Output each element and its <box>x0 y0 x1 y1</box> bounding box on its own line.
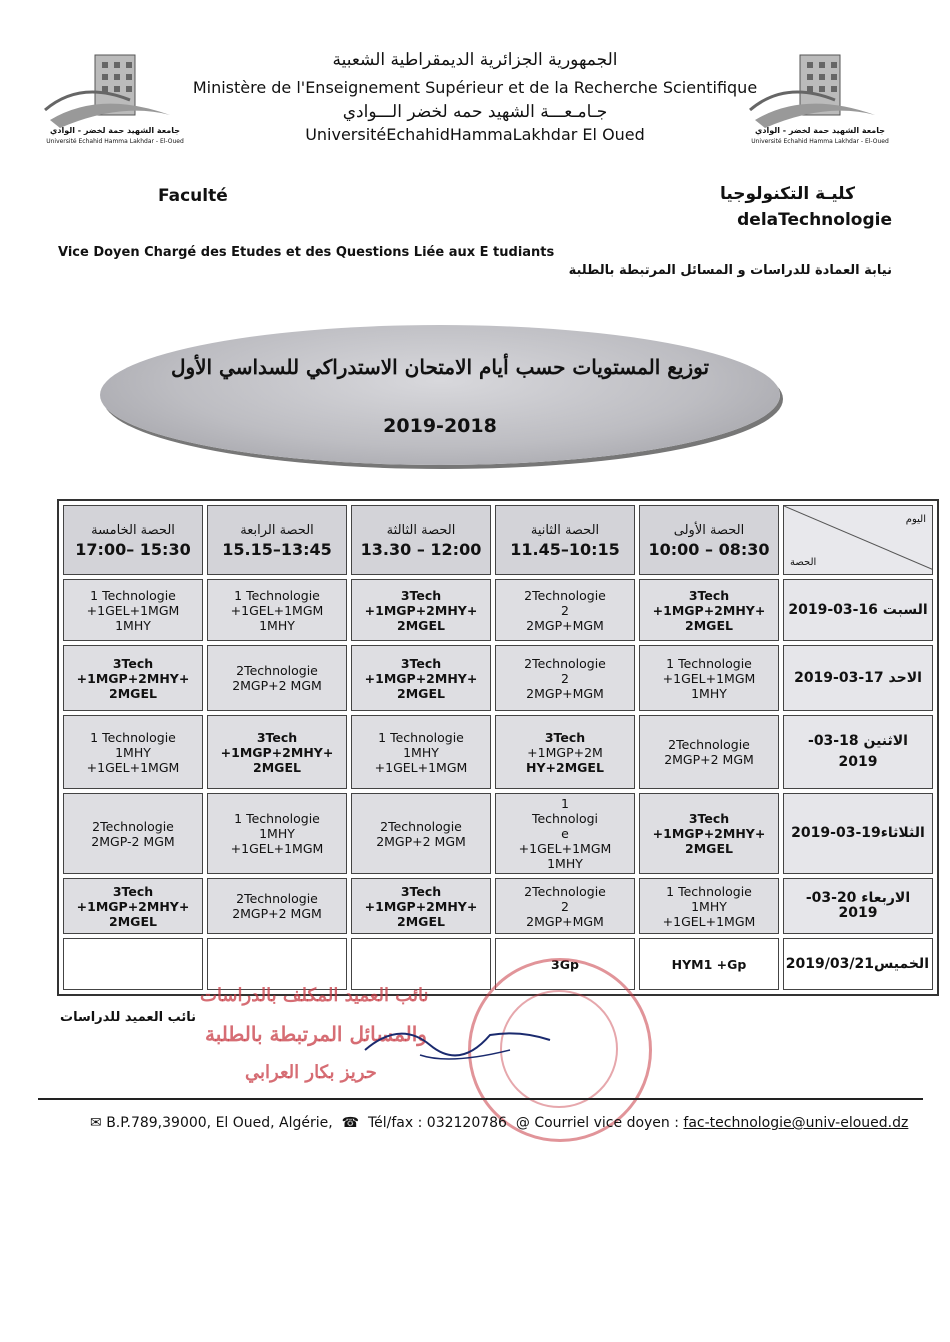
exam-cell-line: 2Technologie <box>668 737 750 752</box>
table-row <box>63 645 933 711</box>
exam-cell-line: HYM1 +Gp <box>671 956 747 972</box>
vice-dean-fr: Vice Doyen Chargé des Etudes et des Questions Liée aux E tudiants <box>58 245 555 260</box>
vice-dean-ar: نيابة العمادة للدراسات و المسائل المرتبطة بالطلبة <box>568 263 892 278</box>
exam-cell <box>207 579 347 641</box>
exam-cell <box>639 793 779 874</box>
exam-cell-line: 1 Technologie <box>90 587 176 603</box>
exam-cell-line: 1 Technologie <box>666 655 752 671</box>
session-time: 10:00 – 08:30 <box>648 540 770 559</box>
day-cell <box>783 645 933 711</box>
exam-cell-line: +1MGP+2MHY+ <box>652 826 766 841</box>
exam-cell <box>207 938 347 990</box>
exam-cell-line: 2 <box>561 602 569 618</box>
exam-cell-line: 2MGP+2 MGM <box>376 833 466 849</box>
exam-cell-line: 2MGEL <box>685 617 733 633</box>
university-name-ar: جـامـعـــة الشهيد حمه لخضر الـــوادي <box>342 102 608 122</box>
exam-cell-line: 2MGP-2 MGM <box>91 833 175 849</box>
day-label: الاربعاء 20-03-2019 <box>805 890 911 921</box>
exam-cell-line: 2 <box>561 898 569 914</box>
exam-cell-line: +1MGP+2M <box>527 744 603 760</box>
exam-cell-line: 2MGEL <box>397 685 445 701</box>
exam-cell-line: +1MGP+2MHY+ <box>76 670 190 686</box>
exam-cell <box>351 579 491 641</box>
session-header-2 <box>495 505 635 575</box>
day-cell <box>783 938 933 990</box>
exam-cell-line: e <box>561 826 569 841</box>
exam-cell <box>63 715 203 789</box>
table-corner <box>783 505 933 575</box>
exam-cell-line: 1 Technologie <box>234 587 320 603</box>
exam-cell <box>495 878 635 934</box>
document-title: توزيع المستويات حسب أيام الامتحان الاستدراكي للسداسي الأول <box>170 355 710 379</box>
exam-cell-line: 1MHY +1GEL+1MGM <box>662 898 756 929</box>
exam-schedule-table <box>57 499 939 996</box>
exam-cell-line: 2MGEL <box>685 841 733 856</box>
day-label: الاحد 17-03-2019 <box>794 669 922 686</box>
university-name-fr: UniversitéEchahidHammaLakhdar El Oued <box>305 125 645 144</box>
exam-cell-line: 1 Technologie <box>666 883 752 899</box>
exam-cell-line: 3Tech <box>112 655 154 671</box>
day-cell <box>783 793 933 874</box>
exam-cell <box>495 793 635 874</box>
faculty-label-ar: كليـة التكنولوجيا <box>719 184 855 204</box>
session-header-4 <box>207 505 347 575</box>
exam-cell <box>351 878 491 934</box>
table-row <box>63 793 933 874</box>
exam-cell-line: 3Tech <box>544 729 586 745</box>
exam-cell-line: 2Technologie <box>236 891 318 906</box>
footer-email-link[interactable]: fac-technologie@univ-eloued.dz <box>683 1115 909 1131</box>
exam-cell-line: +1GEL+1MGM <box>518 841 612 856</box>
session-name: الحصة الثالثة <box>386 523 456 538</box>
session-name: الحصة الأولى <box>673 523 745 538</box>
exam-cell-line: +1GEL+1MGM <box>86 602 180 618</box>
faculty-name-fr: delaTechnologie <box>737 210 892 230</box>
logo-caption-ar: جامعة الشهيد حمة لخضر - الوادي <box>50 126 180 135</box>
day-label: الثلاثاء19-03-2019 <box>791 825 925 841</box>
exam-cell-line: 3Tech <box>112 883 154 899</box>
academic-year: 2019-2018 <box>383 415 497 437</box>
exam-cell <box>495 715 635 789</box>
exam-cell-line: 1MHY +1GEL+1MGM <box>86 744 180 775</box>
logo-caption-fr: Université Echahid Hamma Lakhdar - El-Oued <box>751 138 889 145</box>
exam-cell-line: 2MGP+2 MGM <box>232 678 322 693</box>
exam-cell <box>207 793 347 874</box>
republic-title-ar: الجمهورية الجزائرية الديمقراطية الشعبية <box>332 50 618 70</box>
session-time: 17:00– 15:30 <box>75 540 191 559</box>
stamp-line-2: والمسائل المرتبطة بالطلبة <box>205 1022 427 1046</box>
exam-cell-line: +1MGP+2MHY+ <box>652 602 766 618</box>
exam-cell <box>63 793 203 874</box>
exam-cell <box>207 645 347 711</box>
exam-cell-line: 2MGEL <box>109 685 157 701</box>
exam-cell-line: 1 Technologie <box>234 811 320 826</box>
exam-cell-line: Technologi <box>531 811 599 826</box>
exam-cell-line: +1MGP+2MHY+ <box>364 898 478 914</box>
exam-cell-line: 1MHY <box>115 617 151 633</box>
exam-cell-line: +1MGP+2MHY+ <box>364 602 478 618</box>
footer <box>90 1115 908 1131</box>
exam-cell-line: 1 Technologie <box>90 729 176 745</box>
day-label-line1: الاثنين 18-03- <box>808 733 908 749</box>
exam-cell-line: 2MGP+2 MGM <box>232 906 322 921</box>
session-name: الحصة الثانية <box>530 523 600 538</box>
exam-cell-line: 3Tech <box>400 883 442 899</box>
exam-cell-line: 2MGP+MGM <box>526 617 604 633</box>
exam-cell <box>207 715 347 789</box>
exam-cell-line: 2Technologie <box>524 655 606 671</box>
exam-cell <box>495 645 635 711</box>
exam-cell-line: 2MGP+2 MGM <box>664 752 754 767</box>
session-name: الحصة الرابعة <box>240 523 314 538</box>
exam-cell-line: 2 <box>561 670 569 686</box>
footer-email-label: Courriel vice doyen : <box>534 1115 679 1131</box>
exam-cell-line: 3Tech <box>256 729 298 745</box>
exam-cell <box>639 715 779 789</box>
session-name: الحصة الخامسة <box>91 523 175 538</box>
mail-icon: ✉ <box>90 1115 102 1131</box>
exam-cell <box>639 579 779 641</box>
exam-cell <box>63 579 203 641</box>
session-time: 15.15–13:45 <box>222 540 332 559</box>
exam-cell <box>63 878 203 934</box>
exam-cell-line: 2MGEL <box>397 913 445 929</box>
exam-cell-line: +1GEL+1MGM <box>230 602 324 618</box>
day-label: الخميس2019/03/21 <box>785 955 929 972</box>
signature-label: نائب العميد للدراسات <box>60 1010 197 1025</box>
exam-cell-line: 3Tech <box>688 811 730 826</box>
exam-cell <box>351 715 491 789</box>
exam-cell-line: 1MHY +1GEL+1MGM <box>374 744 468 775</box>
exam-cell-line: 2Technologie <box>524 883 606 899</box>
logo-caption-ar: جامعة الشهيد حمة لخضر - الوادي <box>755 126 885 135</box>
exam-cell <box>351 645 491 711</box>
day-cell <box>783 579 933 641</box>
exam-cell <box>351 938 491 990</box>
exam-cell <box>495 579 635 641</box>
exam-cell <box>63 645 203 711</box>
exam-cell-line: 2MGEL <box>253 759 301 775</box>
session-header-3 <box>351 505 491 575</box>
exam-cell <box>639 938 779 990</box>
exam-cell-line: 1 <box>561 796 569 811</box>
exam-cell <box>639 878 779 934</box>
corner-session-label: الحصة <box>790 557 817 568</box>
exam-cell-line: 3Tech <box>400 587 442 603</box>
exam-cell-line: 1MHY <box>691 685 727 701</box>
day-label: السبت 16-03-2019 <box>788 601 928 618</box>
at-icon: @ <box>515 1115 530 1131</box>
session-header-5 <box>63 505 203 575</box>
exam-cell <box>63 938 203 990</box>
table-row <box>63 715 933 789</box>
table-header-row <box>63 505 933 575</box>
logo-caption-fr: Université Echahid Hamma Lakhdar - El-Oued <box>46 138 184 145</box>
table-row <box>63 878 933 934</box>
exam-cell-line: 1MHY +1GEL+1MGM <box>230 826 324 856</box>
exam-cell-line: +1MGP+2MHY+ <box>220 744 334 760</box>
exam-cell-line: 2MGEL <box>109 913 157 929</box>
ministry-title-fr: Ministère de l'Enseignement Supérieur et de la Recherche Scientifique <box>192 78 758 97</box>
exam-cell-line: +1MGP+2MHY+ <box>364 670 478 686</box>
faculty-label-fr: Faculté <box>158 186 228 206</box>
footer-phone: Tél/fax : 032120786 <box>367 1115 507 1131</box>
exam-cell <box>351 793 491 874</box>
exam-cell-line: 2Technologie <box>380 818 462 834</box>
exam-cell-line: +1MGP+2MHY+ <box>76 898 190 914</box>
exam-cell <box>639 645 779 711</box>
table-row <box>63 579 933 641</box>
exam-cell-line: 1 Technologie <box>378 729 464 745</box>
exam-cell <box>207 878 347 934</box>
exam-cell-line: 2Technologie <box>92 818 174 834</box>
exam-cell-line: 3Tech <box>400 655 442 671</box>
exam-cell-line: +1GEL+1MGM <box>662 670 756 686</box>
exam-cell-line: 3Gp <box>551 956 579 972</box>
corner-day-label: اليوم <box>905 514 926 525</box>
title-oval <box>100 325 780 465</box>
session-time: 13.30 – 12:00 <box>360 540 482 559</box>
stamp-line-3: حريز بكار العرابي <box>245 1062 377 1083</box>
footer-rule <box>38 1098 923 1100</box>
exam-cell-line: 2Technologie <box>524 587 606 603</box>
session-header-1 <box>639 505 779 575</box>
day-label-line2: 2019 <box>838 754 878 770</box>
footer-address: B.P.789,39000, El Oued, Algérie, <box>106 1115 333 1131</box>
stamp-line-1: نائب العميد المكلف بالدراسات <box>200 985 429 1006</box>
exam-cell-line: 2MGP+MGM <box>526 913 604 929</box>
phone-icon: ☎ <box>341 1115 360 1131</box>
exam-cell-line: 3Tech <box>688 587 730 603</box>
day-cell <box>783 878 933 934</box>
exam-cell-line: 2Technologie <box>236 663 318 678</box>
exam-cell-line: 1MHY <box>259 617 295 633</box>
handwritten-signature <box>360 1010 560 1070</box>
exam-cell-line: 1MHY <box>547 856 583 871</box>
exam-cell-line: HY+2MGEL <box>526 759 604 775</box>
exam-cell-line: 2MGP+MGM <box>526 685 604 701</box>
day-cell <box>783 715 933 789</box>
exam-cell-line: 2MGEL <box>397 617 445 633</box>
session-time: 11.45–10:15 <box>510 540 620 559</box>
